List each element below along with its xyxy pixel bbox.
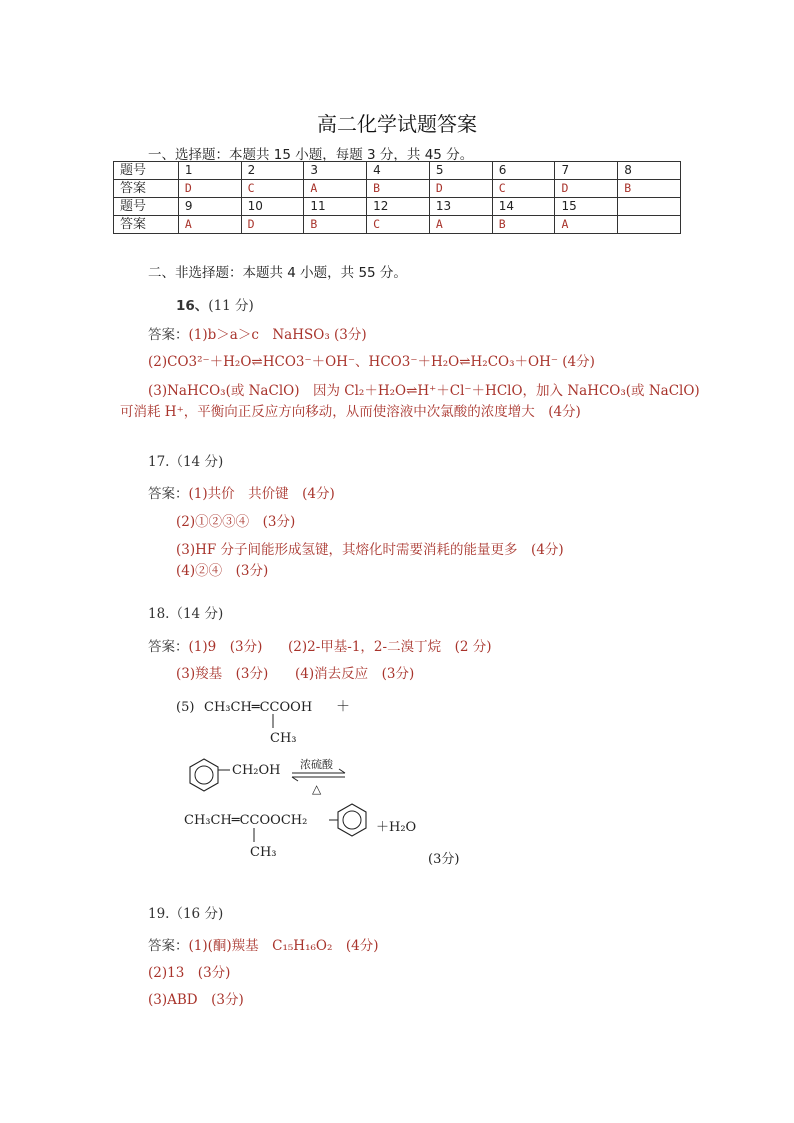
q16-number: 16、	[176, 298, 209, 314]
table-row-header: 答案	[114, 216, 179, 234]
section-1-heading: 一、选择题：本题共 15 小题，每题 3 分，共 45 分。	[148, 147, 474, 163]
eq-plus: ＋	[336, 699, 350, 715]
table-cell: A	[178, 216, 241, 234]
table-cell: D	[429, 180, 492, 198]
eq-reactant-2: CH₂OH	[232, 763, 281, 778]
eq-reactant-1: CH₃CH═CCOOH	[204, 700, 313, 715]
q17-answer-line-1	[148, 482, 335, 502]
answer-table	[113, 161, 681, 234]
page-title: 高二化学试题答案	[317, 112, 477, 136]
table-cell	[618, 198, 681, 216]
table-cell: B	[367, 180, 430, 198]
q17-heading: 17.（14 分)	[148, 454, 224, 470]
q17-answer-line-4: (4)②④ (3分)	[176, 563, 269, 579]
q18-line-1b: (2)2-甲基-1，2-二溴丁烷 (2 分)	[288, 639, 492, 655]
q18-line-1a: (1)9 (3分)	[188, 639, 263, 655]
q16-score: (11 分)	[208, 298, 254, 314]
eq-prefix: (5)	[176, 700, 195, 715]
q19-line-3: (3)ABD (3分)	[148, 992, 244, 1008]
table-cell: 12	[367, 198, 430, 216]
table-cell: 2	[241, 162, 304, 180]
table-cell: 6	[492, 162, 555, 180]
answer-label: 答案：	[148, 938, 189, 954]
section-2-heading: 二、非选择题：本题共 4 小题，共 55 分。	[148, 265, 407, 281]
table-row	[114, 162, 681, 180]
answer-label: 答案：	[148, 639, 189, 655]
table-row	[114, 198, 681, 216]
q19-line-2: (2)13 (3分)	[148, 965, 231, 981]
table-cell: A	[304, 180, 367, 198]
benzene-ring-icon	[338, 804, 366, 836]
q17-answer-line-3: (3)HF 分子间能形成氢键，其熔化时需要消耗的能量更多 (4分)	[176, 542, 564, 558]
table-cell: B	[618, 180, 681, 198]
table-cell: 3	[304, 162, 367, 180]
q16-answer-line-3: (3)NaHCO₃(或 NaClO) 因为 Cl₂＋H₂O⇌H⁺＋Cl⁻＋HClO，加入 NaHCO₃(或 NaClO)	[148, 383, 700, 399]
table-cell: B	[304, 216, 367, 234]
table-cell: D	[178, 180, 241, 198]
q17-answer-line-2: (2)①②③④ (3分)	[176, 514, 296, 530]
q18-line-2a: (3)羧基 (3分)	[176, 666, 269, 682]
table-cell: C	[492, 180, 555, 198]
table-cell: 15	[555, 198, 618, 216]
answer-label: 答案：	[148, 486, 189, 502]
q16-line-1: (1)b＞a＞c NaHSO₃ (3分)	[188, 327, 367, 343]
table-row-header: 题号	[114, 162, 179, 180]
table-cell: B	[492, 216, 555, 234]
eq-score: (3分)	[428, 852, 460, 867]
q18-answer-line-1	[148, 635, 262, 655]
table-cell: A	[555, 216, 618, 234]
q19-answer-line-1	[148, 934, 379, 954]
eq-condition: 浓硫酸	[300, 758, 333, 771]
q18-heading: 18.（14 分)	[148, 606, 224, 622]
table-row-header: 答案	[114, 180, 179, 198]
table-cell	[618, 216, 681, 234]
esterification-equation	[170, 690, 470, 870]
table-cell: 13	[429, 198, 492, 216]
q19-heading: 19.（16 分)	[148, 906, 224, 922]
eq-methyl-1: CH₃	[270, 731, 297, 746]
benzene-ring-icon	[190, 759, 218, 791]
q18-line-2b: (4)消去反应 (3分)	[295, 666, 415, 682]
table-cell: 1	[178, 162, 241, 180]
eq-methyl-2: CH₃	[250, 845, 277, 860]
answer-label: 答案：	[148, 327, 189, 343]
q19-line-1: (1)(酮)羰基 C₁₅H₁₆O₂ (4分)	[188, 938, 379, 954]
table-cell: A	[429, 216, 492, 234]
table-cell: 11	[304, 198, 367, 216]
eq-product: CH₃CH═CCOOCH₂	[184, 813, 308, 828]
eq-water: ＋H₂O	[376, 820, 417, 835]
q17-line-1: (1)共价 共价键 (4分)	[188, 486, 335, 502]
table-cell: 14	[492, 198, 555, 216]
table-cell: 10	[241, 198, 304, 216]
table-cell: C	[241, 180, 304, 198]
table-row	[114, 216, 681, 234]
table-cell: 4	[367, 162, 430, 180]
eq-heat: △	[312, 782, 322, 796]
table-cell: 7	[555, 162, 618, 180]
table-cell: D	[555, 180, 618, 198]
table-row-header: 题号	[114, 198, 179, 216]
table-cell: 9	[178, 198, 241, 216]
table-cell: 8	[618, 162, 681, 180]
table-cell: 5	[429, 162, 492, 180]
table-row	[114, 180, 681, 198]
q16-answer-line-1	[148, 323, 367, 343]
table-cell: C	[367, 216, 430, 234]
q16-answer-line-4: 可消耗 H⁺，平衡向正反应方向移动，从而使溶液中次氯酸的浓度增大 (4分)	[120, 404, 581, 420]
q16-heading	[176, 294, 254, 314]
q16-answer-line-2: (2)CO3²⁻＋H₂O⇌HCO3⁻＋OH⁻、HCO3⁻＋H₂O⇌H₂CO₃＋OH⁻ (4分)	[148, 354, 595, 370]
table-cell: D	[241, 216, 304, 234]
